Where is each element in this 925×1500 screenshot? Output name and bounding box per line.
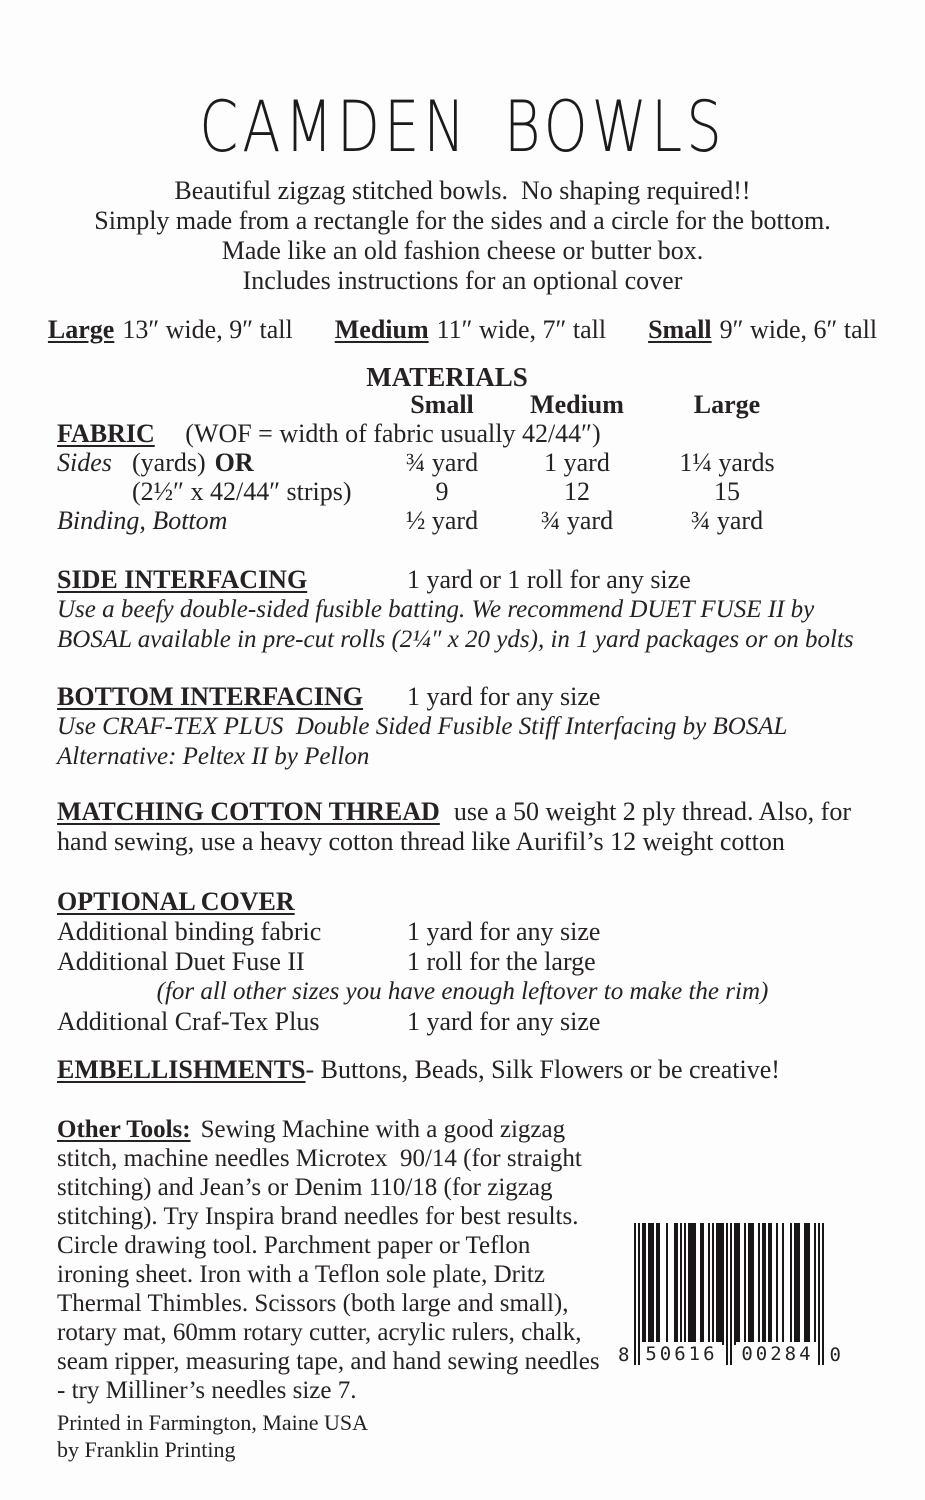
barcode-bars (634, 1223, 824, 1365)
barcode-bar (794, 1223, 796, 1345)
sides-large-value: 1¼ yards (679, 448, 775, 477)
barcode-bar (722, 1223, 724, 1345)
barcode-bar (822, 1223, 824, 1365)
side-interfacing-value: 1 yard or 1 roll for any size (407, 565, 691, 594)
barcode-bar (688, 1223, 690, 1345)
optional-cover-item-3-label: Additional Craf-Tex Plus (57, 1007, 320, 1036)
optional-cover-note: (for all other sizes you have enough leftover to make the rim) (156, 978, 769, 1005)
strips-small-value: 9 (435, 477, 449, 506)
barcode-bar (712, 1223, 714, 1345)
barcode-bar (692, 1223, 694, 1345)
optional-cover-heading: OPTIONAL COVER (57, 887, 295, 916)
barcode-bar (716, 1223, 718, 1345)
size-desc-small: 9″ wide, 6″ tall (719, 315, 878, 344)
optional-cover-item-2 (57, 947, 868, 977)
size-label-large: Large (47, 315, 115, 344)
barcode-bar (768, 1223, 770, 1345)
optional-cover-section (57, 887, 868, 1037)
footer-line-2: by Franklin Printing (57, 1437, 236, 1462)
size-desc-medium: 11″ wide, 7″ tall (436, 315, 607, 344)
materials-col-small: Small (410, 390, 474, 419)
barcode-bar (644, 1223, 646, 1345)
binding-medium-value: ¾ yard (540, 506, 614, 535)
print-footer (57, 1409, 868, 1463)
binding-label: Binding, Bottom (57, 506, 228, 535)
side-interfacing-heading: SIDE INTERFACING (57, 565, 308, 594)
footer-line-1: Printed in Farmington, Maine USA (57, 1410, 369, 1435)
barcode-symbol (618, 1223, 841, 1365)
barcode-bar (770, 1223, 772, 1345)
size-label-medium: Medium (334, 315, 429, 344)
fabric-note: (WOF = width of fabric usually 42/44″) (185, 419, 601, 448)
side-interfacing-heading-cell (57, 565, 407, 595)
intro-line-1: Beautiful zigzag stitched bowls. No shaping required!! (174, 176, 751, 205)
barcode-bar (738, 1223, 740, 1345)
barcode-bar (720, 1223, 722, 1345)
materials-col-large: Large (693, 390, 761, 419)
intro-line-2: Simply made from a rectangle for the sides and a circle for the bottom. (94, 206, 831, 235)
optional-cover-item-3 (57, 1007, 868, 1037)
intro-line-3: Made like an old fashion cheese or butter box. (221, 236, 704, 265)
materials-heading: MATERIALS (366, 362, 528, 392)
sides-medium-value: 1 yard (544, 448, 610, 477)
materials-column-header-row (57, 391, 868, 419)
optional-cover-item-2-value: 1 roll for the large (407, 947, 596, 976)
thread-heading: MATCHING COTTON THREAD (57, 797, 440, 826)
barcode-bar (764, 1223, 766, 1345)
barcode-bar (726, 1223, 728, 1365)
barcode-bar (796, 1223, 798, 1345)
bottom-interfacing-section (57, 682, 868, 772)
barcode-bar (648, 1223, 650, 1345)
side-interfacing-row (57, 565, 868, 595)
barcode-bar (656, 1223, 658, 1345)
barcode-bar (718, 1223, 720, 1345)
barcode-trail-digit: 0 (829, 1344, 841, 1366)
barcode-bar (634, 1223, 636, 1365)
barcode-bar (658, 1223, 660, 1345)
barcode-bar (758, 1223, 760, 1345)
embellishments-text: - Buttons, Beads, Silk Flowers or be creative! (305, 1055, 780, 1084)
materials-row-binding (57, 506, 868, 535)
other-tools-section (57, 1115, 868, 1405)
optional-cover-item-2-label: Additional Duet Fuse II (57, 947, 305, 976)
size-item-small (648, 314, 877, 346)
sides-detail: (yards) (132, 448, 206, 477)
barcode-lead-digit: 8 (618, 1344, 630, 1366)
bottom-interfacing-heading: BOTTOM INTERFACING (57, 682, 364, 711)
barcode-left-digits: 50616 (640, 1342, 722, 1365)
sides-or: OR (214, 448, 254, 477)
size-desc-large: 13″ wide, 9″ tall (122, 315, 293, 344)
thread-text: use a 50 weight 2 ply thread. Also, for hand sewing, use a heavy cotton thread like Aurifil’s 12 weight cotton (57, 797, 851, 856)
materials-row-sides (57, 448, 868, 477)
barcode-bar (730, 1223, 732, 1365)
barcode-bar (650, 1223, 652, 1345)
intro-paragraph (57, 176, 868, 296)
fabric-heading: FABRIC (57, 419, 155, 448)
barcode-bar (790, 1223, 792, 1345)
intro-line-4: Includes instructions for an optional cover (242, 266, 683, 295)
materials-col-spacer (57, 391, 377, 419)
bottom-interfacing-value: 1 yard for any size (407, 682, 601, 711)
materials-col-medium: Medium (530, 390, 624, 419)
binding-small-value: ½ yard (405, 506, 479, 535)
bottom-interfacing-row (57, 682, 868, 712)
side-interfacing-note: Use a beefy double-sided fusible batting. We recommend DUET FUSE II by BOSAL available in pre-cut rolls (2¼″ x 20 yds), in 1 yard packages or on bolts (57, 596, 854, 653)
strips-label: (2½″ x 42/44″ strips) (132, 477, 352, 506)
barcode-right-digits: 00284 (736, 1342, 818, 1365)
barcode-bar (736, 1223, 738, 1345)
materials-section (57, 363, 868, 535)
barcode-bar (782, 1223, 784, 1345)
barcode-bar (752, 1223, 754, 1345)
other-tools-heading: Other Tools: (57, 1116, 191, 1143)
bottom-interfacing-note-2: Alternative: Peltex II by Pellon (57, 743, 370, 770)
embellishments-heading: EMBELLISHMENTS (57, 1055, 306, 1084)
binding-row-label (57, 506, 377, 535)
barcode-bar (666, 1223, 668, 1345)
bottom-interfacing-note-1: Use CRAF-TEX PLUS Double Sided Fusible Stiff Interfacing by BOSAL (57, 713, 788, 740)
barcode-bar (680, 1223, 682, 1345)
sides-label: Sides (57, 448, 112, 477)
barcode-bar (818, 1223, 820, 1365)
barcode-bar (676, 1223, 678, 1345)
optional-cover-heading-row (57, 887, 868, 917)
barcode-bar (804, 1223, 806, 1345)
barcode-bar (744, 1223, 746, 1345)
binding-large-value: ¾ yard (690, 506, 764, 535)
barcode-bar (702, 1223, 704, 1345)
barcode-bar (674, 1223, 676, 1345)
optional-cover-item-1-value: 1 yard for any size (407, 917, 601, 946)
strips-large-value: 15 (714, 477, 740, 506)
barcode (618, 1223, 868, 1371)
barcode-bar (806, 1223, 808, 1345)
bottom-interfacing-heading-cell (57, 682, 407, 712)
sides-row-label (57, 448, 377, 477)
page-title: CAMDEN BOWLS (199, 86, 726, 168)
barcode-bar (814, 1223, 816, 1345)
barcode-bar (642, 1223, 644, 1345)
barcode-bar (652, 1223, 654, 1345)
barcode-bar (776, 1223, 778, 1345)
barcode-bar (762, 1223, 764, 1345)
size-item-large (48, 314, 293, 346)
other-tools-text: Sewing Machine with a good zigzag stitch, machine needles Microtex 90/14 (for straight stitching) and Jean’s or Denim 110/18 (for zigzag stitching). Try Inspira brand needles for best results. Circle drawing tool. Parchment paper or Teflon ironing sheet. Iron with a Teflon sole plate, Dritz Thermal Thimbles. Scissors (both large and small), rotary mat, 60mm rotary cutter, acrylic rulers, chalk, seam ripper, measuring tape, and hand sewing needles - try Milliner’s needles size 7. (57, 1116, 606, 1404)
barcode-bar (748, 1223, 750, 1345)
barcode-bar (708, 1223, 710, 1345)
side-interfacing-section (57, 565, 868, 655)
embellishments-section (57, 1055, 868, 1085)
barcode-bar (734, 1223, 736, 1345)
thread-section (57, 797, 868, 857)
size-item-medium (335, 314, 606, 346)
barcode-bar (684, 1223, 686, 1345)
materials-row-strips (57, 477, 868, 506)
size-summary-line (47, 314, 878, 346)
barcode-bar (694, 1223, 696, 1345)
optional-cover-item-3-value: 1 yard for any size (407, 1007, 601, 1036)
page-content (47, 176, 878, 1463)
size-label-small: Small (648, 315, 712, 344)
barcode-bar (700, 1223, 702, 1345)
sides-small-value: ¾ yard (405, 448, 479, 477)
barcode-bar (798, 1223, 800, 1345)
materials-fabric-row (57, 419, 868, 448)
optional-cover-item-1 (57, 917, 868, 947)
optional-cover-item-1-label: Additional binding fabric (57, 917, 322, 946)
barcode-bar (808, 1223, 810, 1345)
barcode-bar (690, 1223, 692, 1345)
strips-medium-value: 12 (564, 477, 590, 506)
barcode-bar (750, 1223, 752, 1345)
